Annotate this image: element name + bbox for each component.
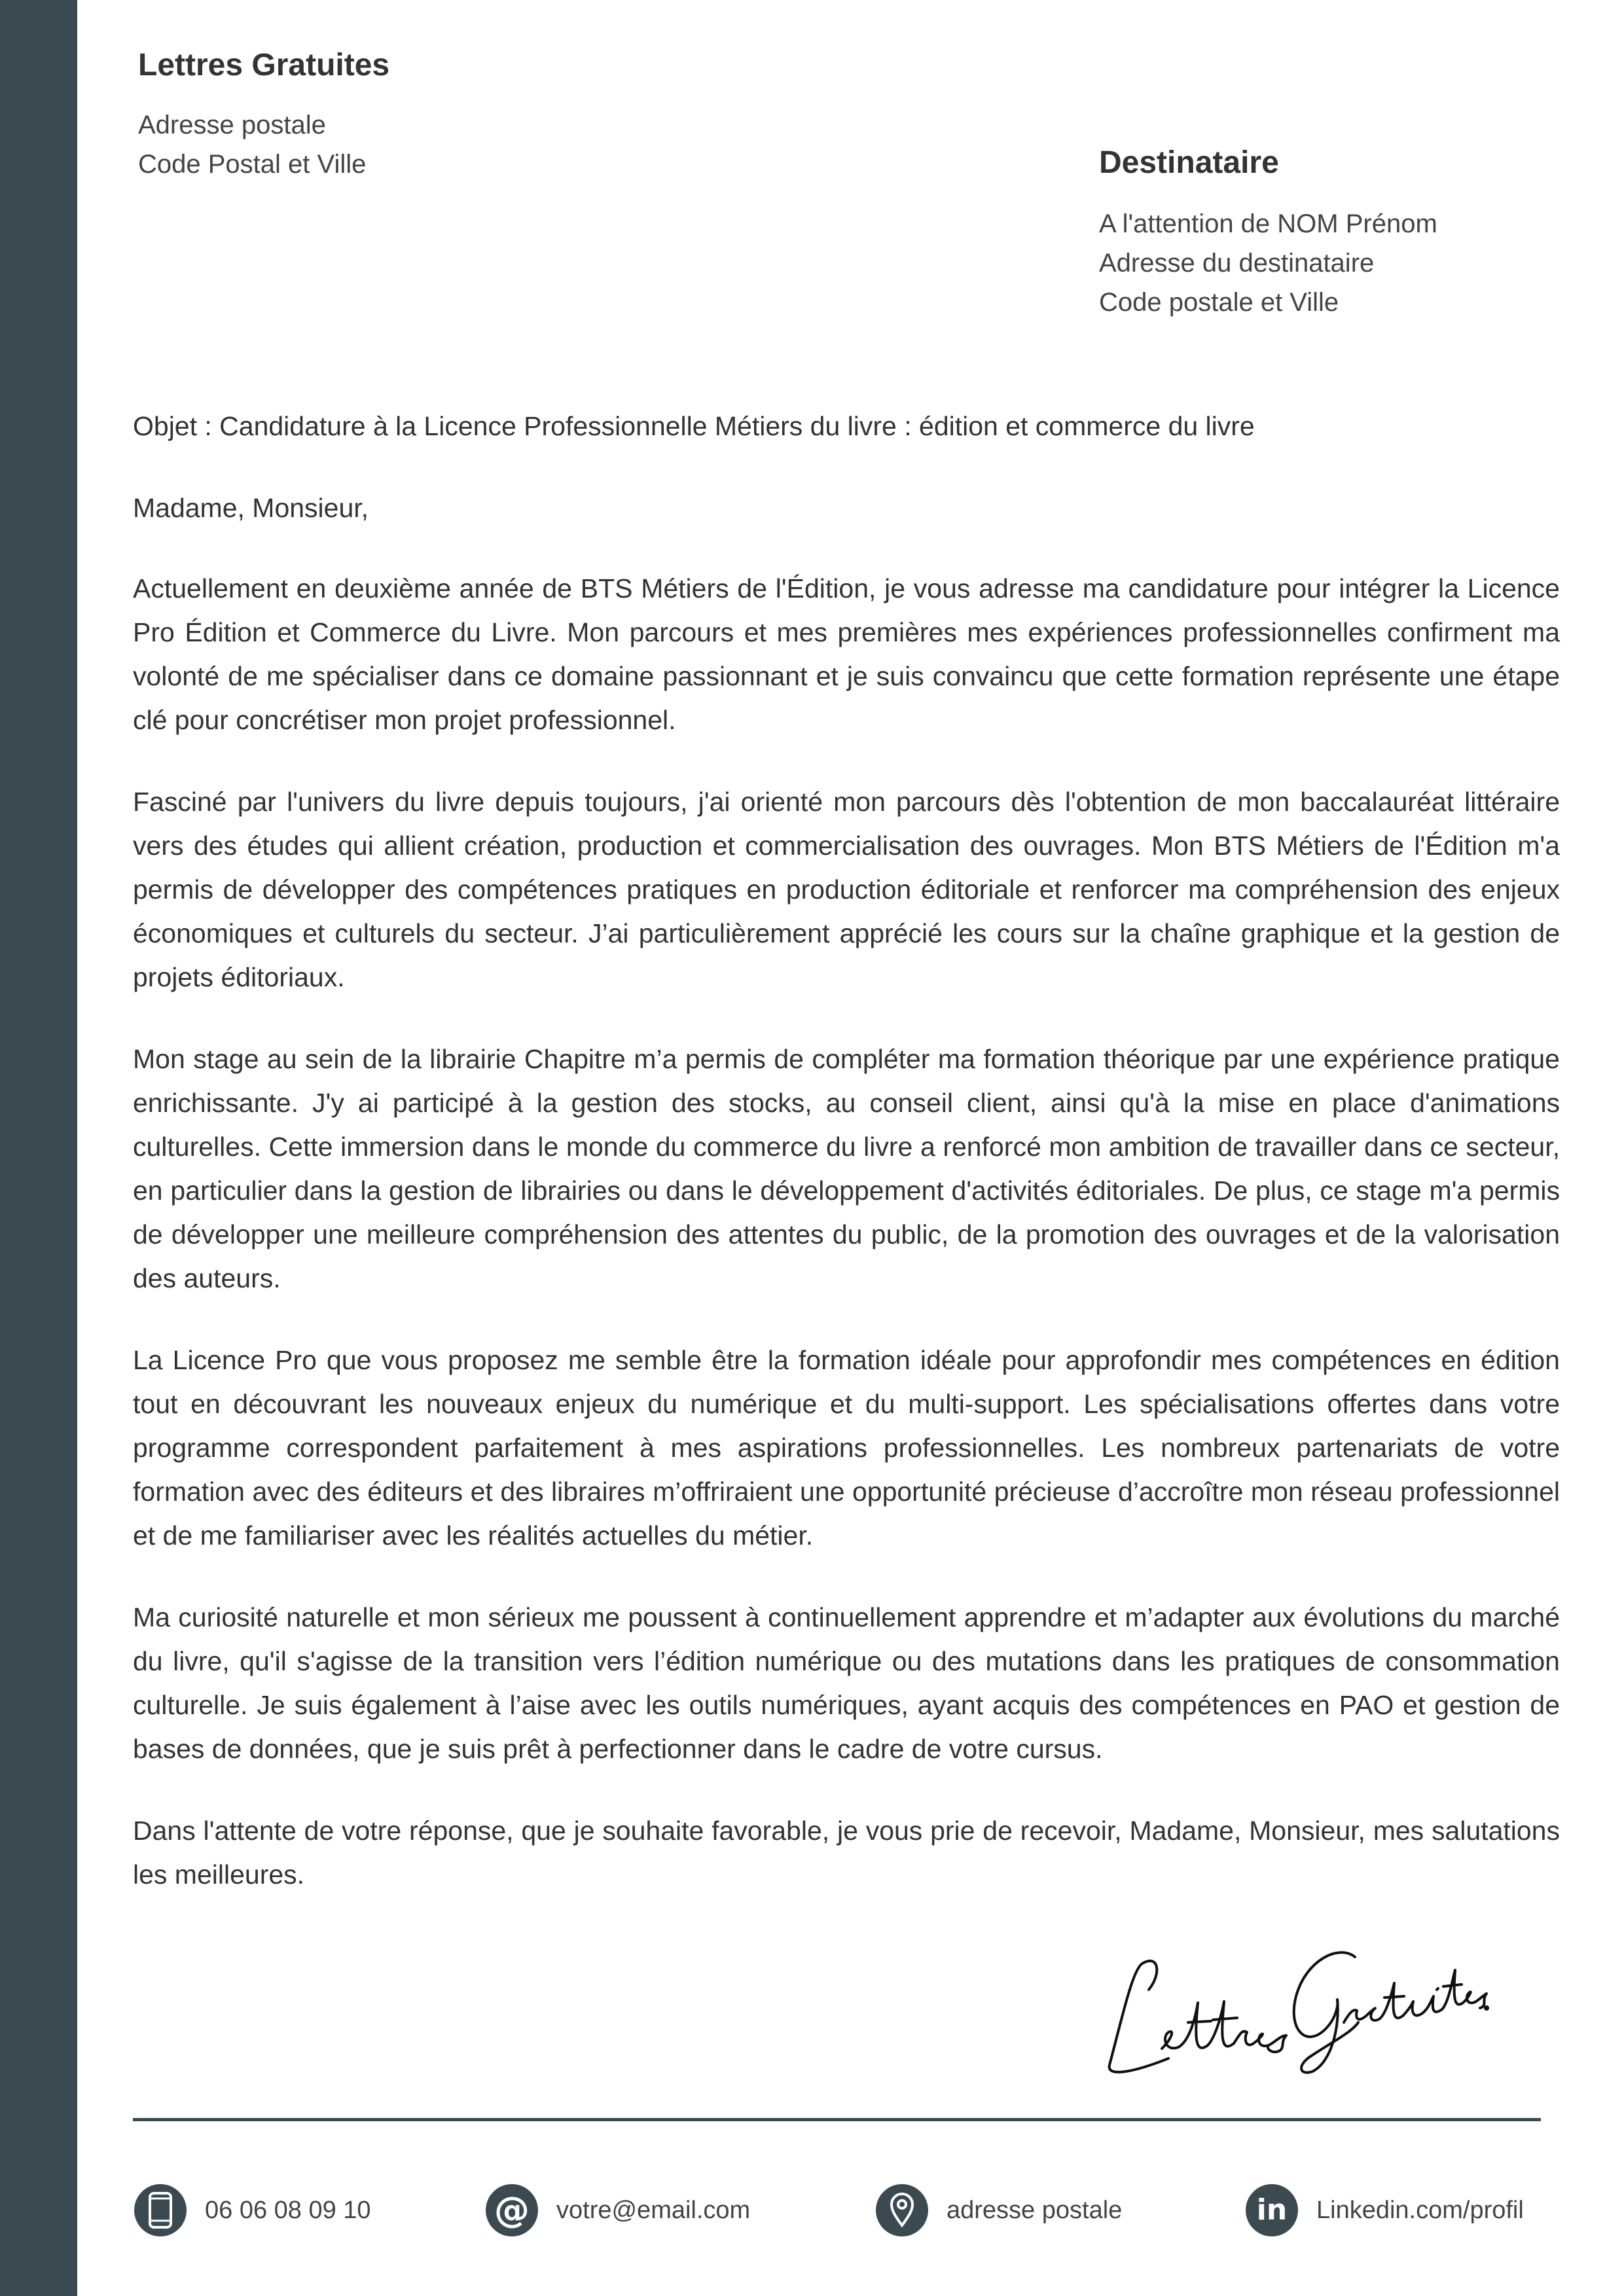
location-pin-icon (876, 2184, 928, 2236)
recipient-block (1099, 145, 1437, 322)
footer-phone-text: 06 06 08 09 10 (205, 2196, 371, 2224)
footer-email (486, 2184, 750, 2236)
footer-email-text[interactable]: votre@email.com (556, 2196, 751, 2224)
recipient-city: Code postale et Ville (1099, 288, 1339, 317)
letter-paragraph-1: Actuellement en deuxième année de BTS Métiers de l'Édition, je vous adresse ma candidature pour intégrer la Licence Pro Édition et Commerce du Livre. Mon parcours et mes premières mes expériences professionnelles confirment ma volonté de me spécialiser dans ce domaine passionnant et je suis convaincu que cette formation représente une étape clé pour concrétiser mon projet professionnel. (133, 573, 1560, 735)
signature (1096, 1924, 1489, 2081)
recipient-attention: A l'attention de NOM Prénom (1099, 209, 1437, 238)
letter-paragraph-5: Ma curiosité naturelle et mon sérieux me poussent à continuellement apprendre et m’adapter aux évolutions du marché du livre, qu'il s'agisse de la transition vers l’édition numérique ou des mutations dans les pratiques de consommation culturelle. Je suis également à l’aise avec les outils numériques, ayant acquis des compétences en PAO et gestion de bases de données, que je suis prêt à perfectionner dans le cadre de votre cursus. (133, 1602, 1560, 1764)
sender-block (138, 47, 389, 184)
sender-city: Code Postal et Ville (138, 150, 367, 179)
phone-icon (134, 2184, 187, 2236)
at-icon: @ (486, 2184, 538, 2236)
letter-paragraph-3: Mon stage au sein de la librairie Chapitre m’a permis de compléter ma formation théorique par une expérience pratique enrichissante. J'y ai participé à la gestion des stocks, au conseil client, ainsi qu'à la mise en place d'animations culturelles. Cette immersion dans le monde du commerce du livre a renforcé mon ambition de travailler dans ce secteur, en particulier dans la gestion de librairies ou dans le développement d'activités éditoriales. De plus, ce stage m'a permis de développer une meilleure compréhension des attentes du public, de la promotion des ouvrages et de la valorisation des auteurs. (133, 1044, 1560, 1293)
recipient-address: Adresse du destinataire (1099, 249, 1375, 278)
letter-paragraph-2: Fasciné par l'univers du livre depuis toujours, j'ai orienté mon parcours dès l'obtention de mon baccalauréat littéraire vers des études qui allient création, production et commercialisation des ouvrages. Mon BTS Métiers de l'Édition m'a permis de développer des compétences pratiques en production éditoriale et renforcer ma compréhension des enjeux économiques et culturels du secteur. J’ai particulièrement apprécié les cours sur la chaîne graphique et la gestion de projets éditoriaux. (133, 787, 1560, 992)
footer-address (876, 2184, 1122, 2236)
letter-greeting: Madame, Monsieur, (133, 493, 369, 523)
letter-body (133, 404, 1560, 1935)
footer-divider (133, 2118, 1541, 2121)
footer-linkedin-text[interactable]: Linkedin.com/profil (1316, 2196, 1524, 2224)
footer-address-text: adresse postale (947, 2196, 1123, 2224)
letter-paragraph-4: La Licence Pro que vous proposez me semble être la formation idéale pour approfondir mes compétences en édition tout en découvrant les nouveaux enjeux du numérique et du multi-support. Les spécialisations offertes dans votre programme correspondent parfaitement à mes aspirations professionnelles. Les nombreux partenariats de votre formation avec des éditeurs et des libraires m’offriraient une opportunité précieuse d’accroître mon réseau professionnel et de me familiariser avec les réalités actuelles du métier. (133, 1345, 1560, 1551)
recipient-title: Destinataire (1099, 145, 1279, 180)
sender-address: Adresse postale (138, 111, 326, 139)
footer-linkedin (1246, 2184, 1524, 2236)
sender-name: Lettres Gratuites (138, 48, 390, 82)
linkedin-icon: in (1246, 2184, 1298, 2236)
sidebar-band (0, 0, 77, 2296)
footer-phone (134, 2184, 371, 2236)
letter-object: Objet : Candidature à la Licence Professionnelle Métiers du livre : édition et commerce du livre (133, 411, 1255, 441)
letter-closing: Dans l'attente de votre réponse, que je souhaite favorable, je vous prie de recevoir, Madame, Monsieur, mes salutations les meilleures. (133, 1816, 1560, 1890)
